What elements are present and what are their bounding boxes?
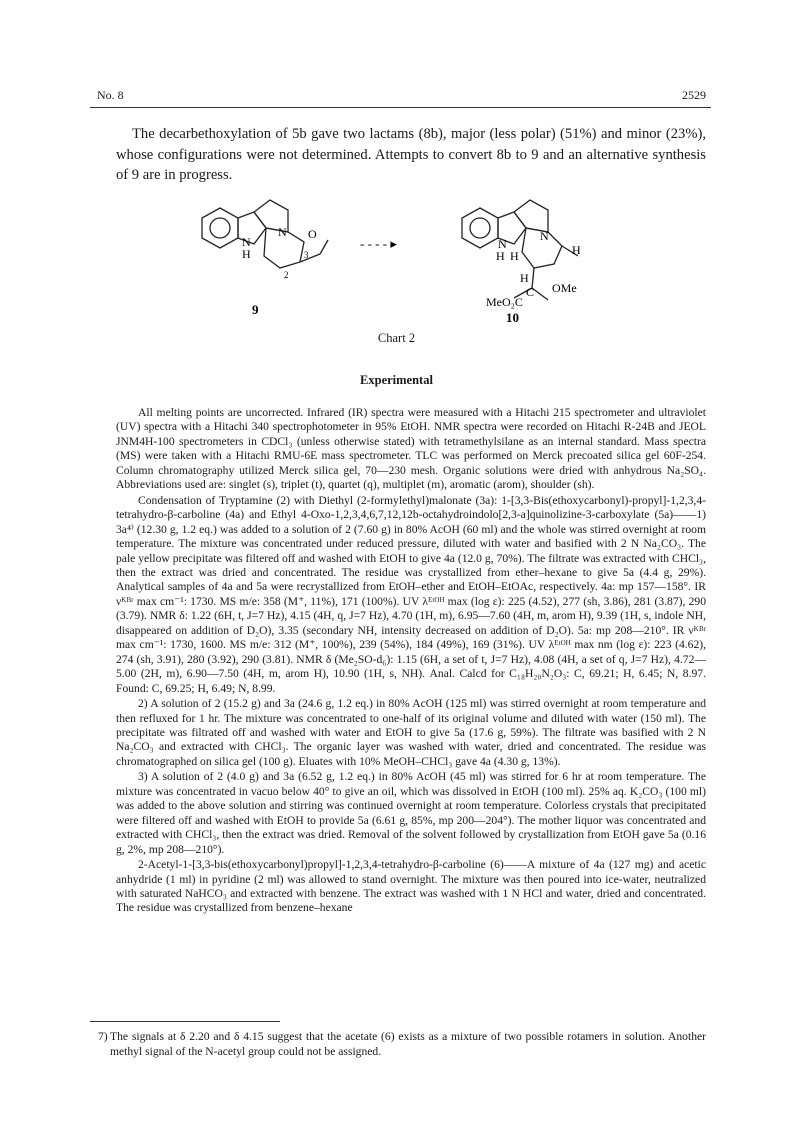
footnote-rule [90,1021,280,1022]
atom-label-9-5: 3 [304,250,309,260]
paragraph [116,697,706,769]
chart-2-structures [180,196,620,336]
atom-label-10-7: MeO₂C [486,295,523,309]
paragraph [116,494,706,696]
intro-paragraph [116,124,706,186]
footnote-number: 7) [98,1030,108,1043]
intro-text: The decarbethoxylation of 5b gave two lactams (8b), major (less polar) (51%) and minor (23%), whose configurations were not determined. Attempts to convert 8b to 9 and an alternative synthesis of 9 are in progress. [116,126,706,183]
paragraph [116,770,706,857]
header-rule [90,107,711,108]
compound-10-number: 10 [506,310,519,325]
atom-label-10-9: OMe [552,281,577,295]
paragraph [116,406,706,493]
atom-label-10-2: H [496,249,505,263]
paragraph [116,858,706,916]
paragraph-text: 3) A solution of 2 (4.0 g) and 3a (6.52 g, 1.2 eq.) in 80% AcOH (45 ml) was stirred for 6 hr at room temperature. The mixture was concentrated in vacuo below 40° to give an oil, which was dissolved in EtOH (100 ml). 25% aq. K₂CO₃ (100 ml) was added to the above solution and stirring was continued overnight at room temperature. Colorless crystals that precipitated were filtered off and washed with EtOH to provide 5a (6.61 g, 85%, mp 200—204°). The mother liquor was concentrated and extracted with CHCl₃, then the extract was dried. Removal of the solvent followed by crystallization from EtOH gave 5a (0.16 g, 2%, mp 208—210°). [116,770,706,856]
chart-caption: Chart 2 [377,331,416,345]
experimental-body [116,406,706,916]
atom-label-10-4: N [540,229,549,243]
footnote-text: The signals at δ 2.20 and δ 4.15 suggest that the acetate (6) exists as a mixture of two possible rotamers in solution. Another methyl signal of the N-acetyl group could not be assigned. [110,1030,706,1058]
atom-label-10-8: C [526,285,535,299]
benzene-ring-10 [462,208,498,248]
atom-label-9-3: N [278,225,287,239]
paragraph-text: All melting points are uncorrected. Infrared (IR) spectra were measured with a Hitachi 215 spectrometer and ultraviolet (UV) spectra with a Hitachi 340 spectrophotometer in 95% EtOH. NMR spectra were recorded on Hitachi R-24B and JEOL JNM4H-100 spectrometers in CDCl₃ (unless otherwise stated) with tetramethylsilane as an internal standard. Mass spectra (MS) were taken with a Hitachi RMU-6E mass spectrometer. TLC was performed on Merck precoated silica gel 60F-254. Column chromatography utilized Merck silica gel, 70—230 mesh. Organic solutions were dried with anhydrous Na₂SO₄. Abbreviations used are: singlet (s), triplet (t), quartet (q), multiplet (m), aromatic (arom), shoulder (sh). [116,406,706,492]
atom-label-9-2: H [242,247,251,261]
paragraph-text: 2) A solution of 2 (15.2 g) and 3a (24.6 g, 1.2 eq.) in 80% AcOH (125 ml) was stirred overnight at room temperature and then refluxed for 1 hr. The mixture was concentrated to one-half of its original volume and diluted with water (150 ml). The precipitate was filtrated off and washed with water and EtOH to give 5a (17.6 g, 59%). The filtrate was basified with 2 N Na₂CO₃ and extracted with CHCl₃. The organic layer was washed with water, dried and concentrated. The residue was chromatographed on silica gel (100 g). Eluates with 10% MeOH–CHCl₃ gave 4a (4.30 g, 13%). [116,697,706,768]
atom-label-10-3: H [510,249,519,263]
paragraph-text: 2-Acetyl-1-[3,3-bis(ethoxycarbonyl)propyl]-1,2,3,4-tetrahydro-β-carboline (6)——A mixture of 4a (127 mg) and acetic anhydride (1 ml) in pyridine (2 ml) was allowed to stand overnight. The mixture was then poured into ice-water, neutralized with saturated NaHCO₃ and extracted with benzene. The extract was washed with 1 N HCl and water, dried and concentrated. The residue was crystallized from benzene–hexane [116,858,706,915]
atom-label-9-6: 2 [284,270,289,280]
reaction-arrow: - - - - ▸ [360,236,397,251]
issue-number: No. 8 [97,88,124,102]
footnote [98,1030,706,1059]
atom-label-9-1: N [242,235,251,249]
section-title: Experimental [360,373,433,387]
atom-label-10-6: H [520,271,529,285]
page-number: 2529 [682,88,706,102]
benzene-ring-9 [202,208,238,248]
atom-label-10-1: N [498,237,507,251]
paragraph-text: Condensation of Tryptamine (2) with Diethyl (2-formylethyl)malonate (3a): 1-[3,3-Bis(ethoxycarbonyl)-propyl]-1,2,3,4-tetrahydro-β-carboline (4a) and Ethyl 4-Oxo-1,2,3,4,6,7,12,12b-octahydroindolo[2,3-a]quinolizine-3-carboxylate (5a)——1) 3a⁴⁾ (12.30 g, 1.2 eq.) was added to a solution of 2 (7.60 g) in 80% AcOH (60 ml) and the whole was stirred overnight at room temperature. The mixture was concentrated under reduced pressure, diluted with water and basified with 2 N Na₂CO₃. The pale yellow precipitate was filtered off and washed with EtOH to give 4a (12.0 g, 70%). The filtrate was extracted with CHCl₃, then the extract was dried and concentrated. The residue was crystallized from ether–hexane to give 5a (4.4 g, 29%). Analytical samples of 4a and 5a were recrystallized from EtOH–ether and EtOH–EtOAc, respectively. 4a: mp 157—158°. IR νᴷᴮʳ max cm⁻¹: 1730. MS m/e: 358 (M⁺, 11%), 171 (100%). UV λᴱᵗᴼᴴ max (log ε): 225 (4.52), 277 (sh, 3.86), 281 (3.87), 290 (3.79). NMR δ: 1.22 (6H, t, J=7 Hz), 4.15 (4H, q, J=7 Hz), 4.70 (1H, m), 6.95—7.60 (4H, m, arom H), 9.39 (1H, s, indole NH, disappeared on addition of D₂O), 3.35 (secondary NH, intensity decreased on addition of D₂O). 5a: mp 208—210°. IR νᴷᴮʳ max cm⁻¹: 1730, 1600. MS m/e: 312 (M⁺, 100%), 239 (54%), 184 (49%), 169 (31%). UV λᴱᵗᴼᴴ max nm (log ε): 223 (4.62), 274 (sh, 3.91), 280 (3.92), 290 (3.81). NMR δ (Me₂SO-d₆): 1.15 (6H, a set of t, J=7 Hz), 4.08 (4H, a set of q, J=7 Hz), 4.72—5.00 (2H, m), 6.90—7.50 (4H, m, arom H), 10.90 (1H, s, NH). Anal. Calcd for C₁₈H₂₀N₂O₃: C, 69.21; H, 6.45; N, 8.97. Found: C, 69.25; H, 6.49; N, 8.99. [116,493,706,695]
piperidine-ring-10 [514,200,548,232]
compound-9-number: 9 [252,302,259,317]
atom-label-9-4: O [308,227,317,241]
atom-label-10-5: H [572,243,581,257]
